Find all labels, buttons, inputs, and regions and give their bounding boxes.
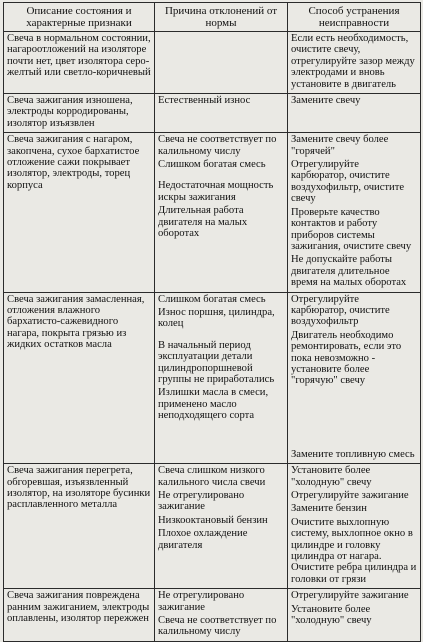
table-row	[4, 133, 421, 292]
remedy-cell	[288, 32, 421, 94]
table-row	[4, 32, 421, 94]
cause-item: Износ поршня, цилиндра, колец	[158, 306, 275, 330]
cause-item: Плохое охлаждение двигателя	[158, 528, 248, 551]
remedy-item: Проверьте качество контактов и работу приборов системы зажигания, очистите свечу	[291, 206, 412, 252]
description-cell	[4, 589, 155, 642]
cause-cell	[155, 32, 288, 94]
cause-item: Не отрегулировано зажигание	[158, 490, 245, 513]
description-cell	[4, 292, 155, 464]
remedy-item: Двигатель необходимо ремонтировать, если это пока невозможно - установите более "горячую" свечу	[291, 329, 402, 387]
column-header-cause: Причина отклонений от нормы	[155, 3, 288, 32]
remedy-item: Если есть необходимость, очистите свечу, отрегулируйте зазор между электродами и вновь установите в двигатель	[291, 33, 415, 90]
cause-item: Слишком богатая смесь	[158, 293, 266, 305]
spark-plug-table	[3, 2, 421, 642]
cause-item: В начальный период эксплуатации детали цилиндропоршневой группы не приработались	[158, 339, 275, 385]
description-text: Свеча зажигания с нагаром, закопчена, сухое бархатистое отложение сажи покрывает изолятор, электроды, торец корпуса	[7, 134, 140, 191]
description-text: Свеча зажигания изношена, электроды корродированы, изолятор изъязвлен	[7, 95, 133, 129]
description-cell	[4, 464, 155, 589]
cause-item: Свеча не соответствует по калильному числу	[158, 615, 277, 638]
table-row	[4, 589, 421, 642]
remedy-item: Замените свечу	[291, 95, 361, 107]
description-cell	[4, 133, 155, 292]
remedy-cell	[288, 133, 421, 292]
cause-cell	[155, 94, 288, 133]
cause-item: Недостаточная мощность искры зажигания	[158, 180, 274, 203]
cause-item: Длительная работа двигателя на малых оборотах	[158, 205, 248, 240]
remedy-item: Замените бензин	[291, 503, 367, 515]
cause-item: Излишки масла в смеси, применено масло неподходящего сорта	[158, 387, 269, 422]
cause-item: Свеча не соответствует по калильному числу	[158, 134, 277, 157]
cause-item: Свеча слишком низкого калильного числа свечи	[158, 465, 266, 488]
cause-cell	[155, 589, 288, 642]
cause-item: Не отрегулировано зажигание	[158, 590, 245, 613]
cause-cell	[155, 464, 288, 589]
cause-item: Низкооктановый бензин	[158, 514, 268, 526]
remedy-item: Отрегулируйте карбюратор, очистите воздухофильтр	[291, 293, 390, 328]
cause-item: Слишком богатая смесь	[158, 159, 266, 171]
description-cell	[4, 94, 155, 133]
table-row	[4, 94, 421, 133]
description-text: Свеча зажигания перегрета, обгоревшая, изъязвленный изолятор, на изоляторе бусинки расплавленного металла	[7, 465, 151, 511]
description-text: Свеча в нормальном состоянии, нагароотложений на изоляторе почти нет, цвет изолятора серо-желтый или светло-коричневый	[7, 33, 151, 79]
cause-cell	[155, 292, 288, 464]
remedy-item: Замените свечу более "горячей"	[291, 134, 389, 157]
remedy-cell	[288, 94, 421, 133]
remedy-cell	[288, 464, 421, 589]
remedy-item: Установите более "холодную" свечу	[291, 465, 372, 488]
remedy-item: Замените топливную смесь	[291, 448, 415, 460]
remedy-item: Отрегулируйте зажигание	[291, 490, 409, 501]
remedy-item: Очистите выхлопную систему, выхлопное окно в цилиндре и головку цилиндра от нагара. Очистите ребра цилиндра и головки от грязи	[291, 516, 417, 585]
remedy-cell	[288, 292, 421, 464]
column-header-description: Описание состояния и характерные признаки	[4, 3, 155, 32]
description-text: Свеча зажигания повреждена ранним зажиганием, электроды оплавлены, изолятор пережжен	[7, 590, 150, 625]
cause-cell	[155, 133, 288, 292]
table-row	[4, 464, 421, 589]
remedy-item: Отрегулируйте карбюратор, очистите воздухофильтр, очистите свечу	[291, 159, 405, 205]
remedy-item: Установите более "холодную" свечу	[291, 603, 372, 627]
remedy-item: Не допускайте работы двигателя длительное время на малых оборотах	[291, 254, 407, 289]
description-text: Свеча зажигания замасленная, отложения влажного бархатисто-сажевидного нагара, покрыта грязью из жидких остатков масла	[7, 293, 145, 351]
description-cell	[4, 32, 155, 94]
remedy-item: Отрегулируйте зажигание	[291, 590, 409, 602]
table-header-row	[4, 3, 421, 32]
remedy-cell	[288, 589, 421, 642]
column-header-remedy: Способ устранения неисправности	[288, 3, 421, 32]
cause-item: Естественный износ	[158, 95, 251, 107]
table-row	[4, 292, 421, 464]
